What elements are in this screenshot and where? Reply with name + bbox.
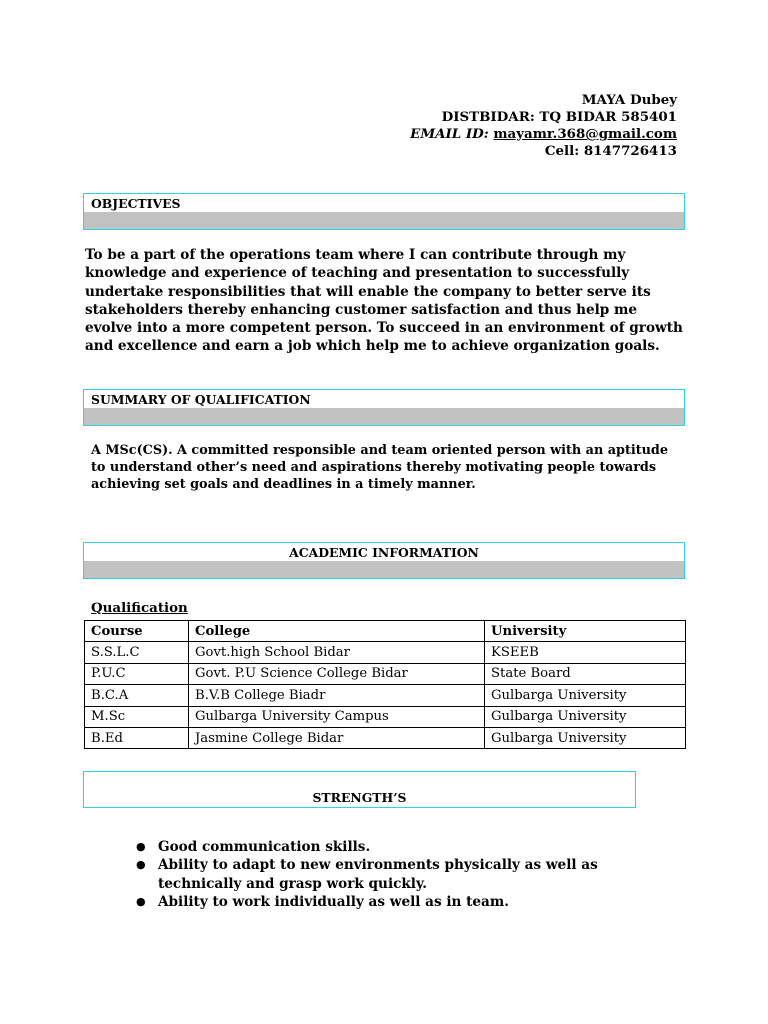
- list-item: [136, 838, 681, 856]
- academic-table: [84, 620, 686, 749]
- email-label: EMAIL ID:: [410, 126, 489, 142]
- table-row: [85, 642, 686, 663]
- college-cell: B.V.B College Biadr: [189, 685, 485, 706]
- strengths-heading: STRENGTH’S: [312, 790, 407, 805]
- strengths-section-header: [83, 771, 636, 808]
- contact-block: [410, 92, 677, 160]
- academic-section-header: [83, 542, 685, 579]
- academic-grey-band: [84, 561, 684, 578]
- cell-number: Cell: 8147726413: [544, 143, 677, 159]
- bullet-icon: ●: [136, 894, 146, 908]
- qualification-label: Qualification: [91, 600, 188, 616]
- college-cell: Govt.high School Bidar: [189, 642, 485, 663]
- academic-heading: ACADEMIC INFORMATION: [84, 543, 684, 561]
- table-row: [85, 663, 686, 684]
- table-row: [85, 685, 686, 706]
- university-cell: KSEEB: [485, 642, 686, 663]
- strength-text: Ability to work individually as well as in team.: [158, 893, 509, 910]
- list-item: [136, 893, 681, 911]
- summary-section-header: [83, 389, 685, 426]
- university-cell: State Board: [485, 663, 686, 684]
- email-link[interactable]: mayamr.368@gmail.com: [493, 126, 677, 142]
- bullet-icon: ●: [136, 858, 146, 872]
- column-header-college: College: [189, 621, 485, 642]
- summary-heading: SUMMARY OF QUALIFICATION: [84, 390, 684, 408]
- summary-grey-band: [84, 408, 684, 425]
- table-row: [85, 706, 686, 727]
- course-cell: B.Ed: [85, 727, 189, 748]
- course-cell: B.C.A: [85, 685, 189, 706]
- objectives-grey-band: [84, 212, 684, 229]
- objectives-section-header: [83, 193, 685, 230]
- summary-text: A MSc(CS). A committed responsible and team oriented person with an aptitude to understand other’s need and aspirations thereby motivating people towards achieving set goals and deadlines in a timely manner.: [91, 443, 669, 492]
- address: DISTBIDAR: TQ BIDAR 585401: [441, 109, 677, 125]
- column-header-university: University: [485, 621, 686, 642]
- college-cell: Jasmine College Bidar: [189, 727, 485, 748]
- candidate-name: MAYA Dubey: [581, 92, 677, 108]
- table-row: [85, 727, 686, 748]
- email-line: [410, 126, 677, 143]
- university-cell: Gulbarga University: [485, 685, 686, 706]
- list-item: [136, 856, 681, 893]
- university-cell: Gulbarga University: [485, 706, 686, 727]
- objectives-heading: OBJECTIVES: [84, 194, 684, 212]
- course-cell: P.U.C: [85, 663, 189, 684]
- bullet-icon: ●: [136, 840, 146, 853]
- course-cell: M.Sc: [85, 706, 189, 727]
- college-cell: Gulbarga University Campus: [189, 706, 485, 727]
- course-cell: S.S.L.C: [85, 642, 189, 663]
- column-header-course: Course: [85, 621, 189, 642]
- university-cell: Gulbarga University: [485, 727, 686, 748]
- strengths-list: [136, 838, 681, 911]
- strength-text: Good communication skills.: [158, 839, 371, 855]
- college-cell: Govt. P.U Science College Bidar: [189, 663, 485, 684]
- table-header-row: [85, 621, 686, 642]
- strength-text: Ability to adapt to new environments physically as well as technically and grasp work quickly.: [158, 857, 598, 892]
- objectives-text: To be a part of the operations team where I can contribute through my knowledge and experience of teaching and presentation to successfully undertake responsibilities that will enable the company to better serve its stakeholders thereby enhancing customer satisfaction and thus help me evolve into a more competent person. To succeed in an environment of growth and excellence and earn a job which help me to achieve organization goals.: [85, 247, 683, 355]
